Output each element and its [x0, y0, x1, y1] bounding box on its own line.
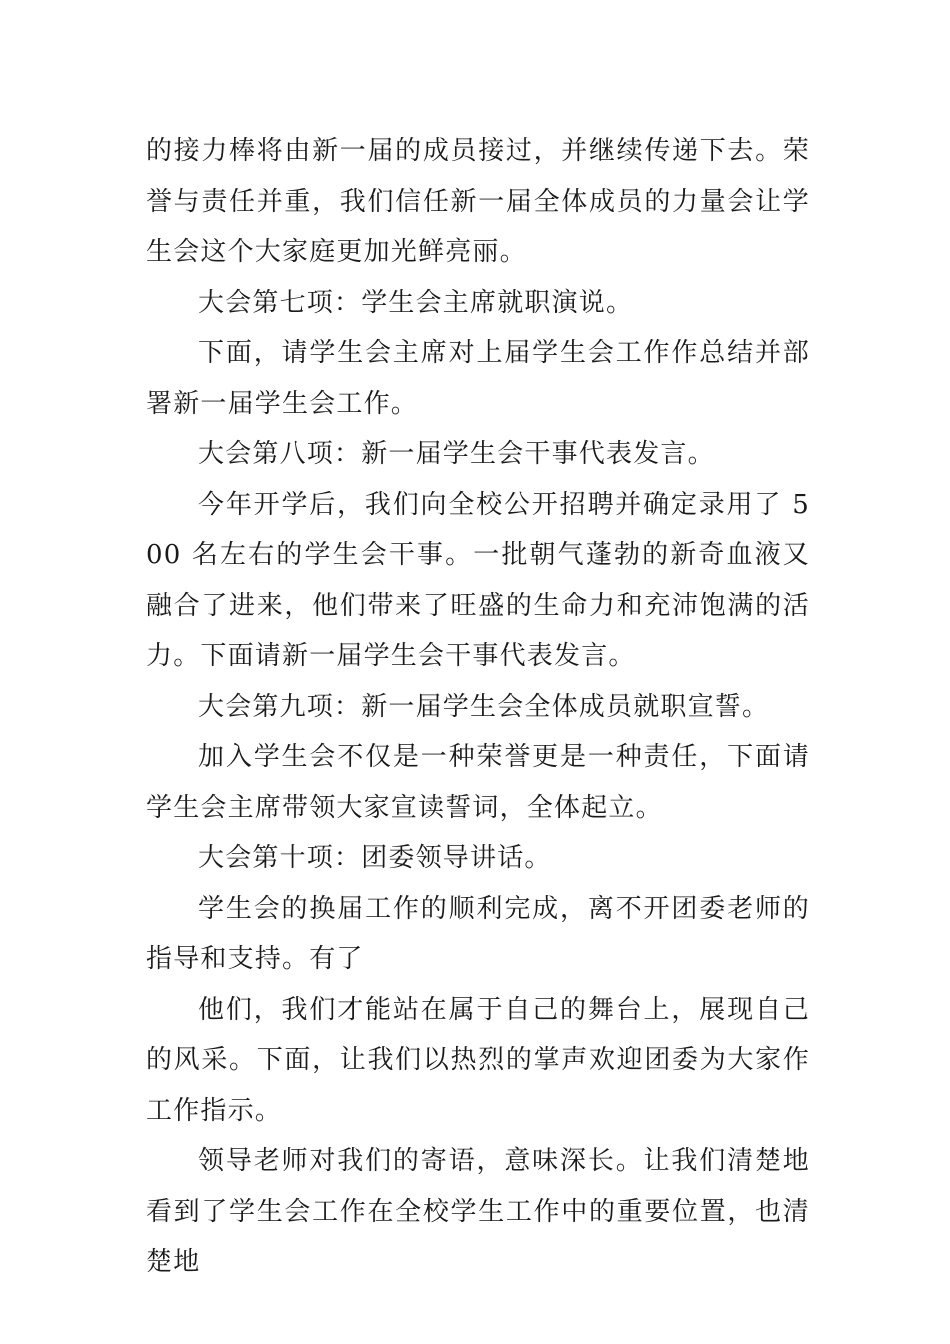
document-page	[146, 126, 810, 1288]
paragraph-league-support: 学生会的换届工作的顺利完成，离不开团委老师的指导和支持。有了	[146, 893, 810, 974]
paragraph-oath: 加入学生会不仅是一种荣誉更是一种责任，下面请学生会主席带领大家宣读誓词，全体起立。	[146, 742, 810, 823]
paragraph-closing: 领导老师对我们的寄语，意味深长。让我们清楚地看到了学生会工作在全校学生工作中的重要位置，也清楚地	[146, 1146, 810, 1277]
paragraph-agenda-item-8: 大会第八项：新一届学生会干事代表发言。	[198, 439, 715, 469]
paragraph-president-summary: 下面，请学生会主席对上届学生会工作作总结并部署新一届学生会工作。	[146, 338, 810, 419]
paragraph-continuation: 的接力棒将由新一届的成员接过，并继续传递下去。荣誉与责任并重，我们信任新一届全体成员的力量会让学生会这个大家庭更加光鲜亮丽。	[146, 136, 810, 267]
paragraph-agenda-item-9: 大会第九项：新一届学生会全体成员就职宣誓。	[198, 691, 770, 722]
paragraph-agenda-item-10: 大会第十项：团委领导讲话。	[198, 843, 552, 873]
paragraph-agenda-item-7: 大会第七项：学生会主席就职演说。	[198, 287, 634, 318]
paragraph-league-welcome: 他们，我们才能站在属于自己的舞台上，展现自己的风采。下面，让我们以热烈的掌声欢迎团委为大家作工作指示。	[146, 994, 810, 1126]
paragraph-recruitment: 今年开学后，我们向全校公开招聘并确定录用了 500 名左右的学生会干事。一批朝气蓬勃的新奇血液又融合了进来，他们带来了旺盛的生命力和充沛饱满的活力。下面请新一届学生会干事代表发言。	[146, 489, 810, 671]
